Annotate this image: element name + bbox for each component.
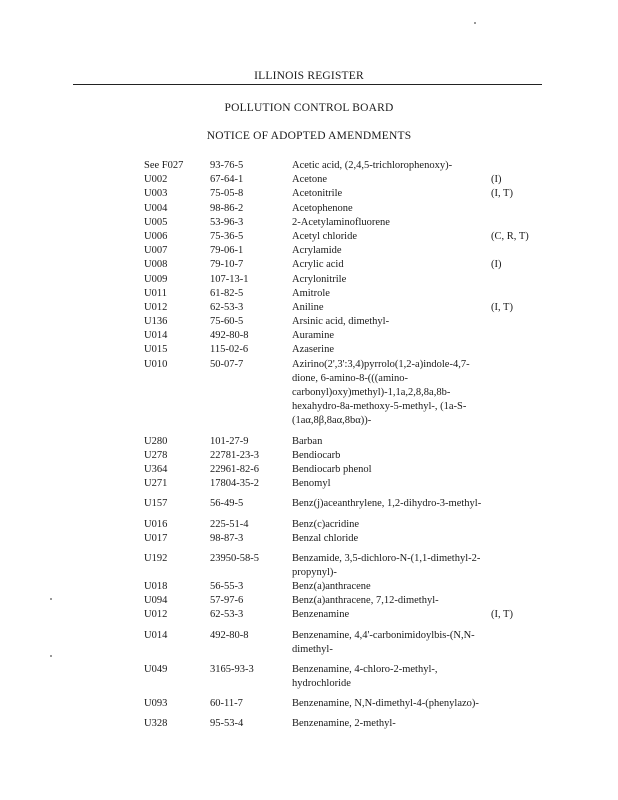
waste-code-cell: U093: [144, 697, 168, 709]
waste-code-cell: See F027: [144, 160, 184, 171]
substance-cell: Barban: [292, 435, 323, 447]
substance-cell: Amitrole: [292, 287, 330, 299]
table-row: [0, 663, 618, 691]
cas-number-cell: 492-80-8: [210, 330, 249, 342]
substance-cell: 2-Acetylaminofluorene: [292, 216, 390, 228]
waste-code-cell: U014: [144, 629, 168, 641]
waste-code-cell: U014: [144, 330, 168, 342]
cas-number-cell: 107-13-1: [210, 273, 249, 285]
waste-code-cell: U192: [144, 552, 168, 564]
board-title: POLLUTION CONTROL BOARD: [224, 102, 394, 114]
substance-cell: Auramine: [292, 330, 334, 342]
waste-code-cell: U008: [144, 259, 168, 271]
cas-number-cell: 17804-35-2: [210, 478, 259, 490]
table-row: [0, 717, 618, 731]
substance-cell: Acetophenone: [292, 202, 353, 214]
scan-speck: [474, 22, 476, 24]
table-row: [0, 358, 618, 429]
substance-cell: Benz(j)aceanthrylene, 1,2-dihydro-3-methyl-: [292, 498, 482, 510]
hazard-code-cell: (I, T): [491, 609, 513, 621]
waste-code-cell: U003: [144, 188, 168, 200]
substance-cell: Acrylic acid: [292, 259, 344, 271]
waste-code-cell: U009: [144, 273, 168, 285]
substance-cell: Bendiocarb phenol: [292, 464, 372, 475]
waste-code-cell: U015: [144, 344, 168, 356]
cas-number-cell: 53-96-3: [210, 216, 244, 228]
cas-number-cell: 67-64-1: [210, 174, 244, 186]
waste-code-cell: U007: [144, 245, 168, 257]
header-rule: [73, 84, 542, 85]
substance-cell: Benz(a)anthracene: [292, 580, 371, 592]
waste-code-cell: U011: [144, 287, 167, 299]
waste-code-cell: U016: [144, 518, 168, 530]
table-row: [0, 329, 618, 343]
cas-number-cell: 56-49-5: [210, 498, 244, 510]
substance-cell: Acetone: [292, 174, 327, 186]
substance-cell: Bendiocarb: [292, 449, 341, 461]
table-row: [0, 244, 618, 258]
cas-number-cell: 95-53-4: [210, 717, 244, 729]
substance-cell: Benzenamine: [292, 609, 350, 621]
substance-cell: Benzenamine, 2-methyl-: [292, 717, 396, 729]
table-row: [0, 552, 618, 580]
substance-cell: Aniline: [292, 301, 324, 313]
waste-code-cell: U364: [144, 464, 168, 475]
substance-cell: Acetonitrile: [292, 188, 343, 200]
table-row: [0, 629, 618, 657]
table-row: [0, 435, 618, 449]
waste-code-cell: U004: [144, 202, 168, 214]
substance-cell: Azirino(2',3':3,4)pyrrolo(1,2-a)indole-4,7-dione, 6-amino-8-(((amino-carbonyl)oxy)methyl)-1,1a,2,8,8a,8b-hexahydro-8a-methoxy-5-methyl-, (1a-S-(1aα,8β,8aα,8bα))-: [292, 358, 470, 427]
cas-number-cell: 75-05-8: [210, 188, 244, 200]
table-row: [0, 449, 618, 463]
hazard-code-cell: (I): [491, 174, 502, 186]
waste-code-cell: U328: [144, 717, 168, 729]
waste-code-cell: U012: [144, 301, 168, 313]
cas-number-cell: 61-82-5: [210, 287, 244, 299]
table-row: [0, 518, 618, 532]
table-row: [0, 608, 618, 622]
substance-cell: Benzenamine, 4,4'-carbonimidoylbis-(N,N-dimethyl-: [292, 629, 475, 655]
substance-cell: Acetyl chloride: [292, 230, 358, 242]
table-row: [0, 532, 618, 546]
table-row: [0, 594, 618, 608]
substance-cell: Benz(a)anthracene, 7,12-dimethyl-: [292, 595, 439, 607]
substance-cell: Benzamide, 3,5-dichloro-N-(1,1-dimethyl-2-propynyl)-: [292, 552, 481, 579]
waste-code-cell: U006: [144, 230, 168, 242]
waste-code-cell: U271: [144, 478, 168, 490]
substance-cell: Azaserine: [292, 344, 334, 356]
cas-number-cell: 62-53-3: [210, 301, 244, 313]
hazard-code-cell: (I, T): [491, 301, 513, 313]
substance-cell: Acrylonitrile: [292, 273, 347, 285]
cas-number-cell: 50-07-7: [210, 358, 244, 370]
cas-number-cell: 56-55-3: [210, 580, 244, 592]
table-row: [0, 477, 618, 491]
table-row: [0, 580, 618, 594]
substance-cell: Benz(c)acridine: [292, 518, 360, 530]
table-row: [0, 202, 618, 216]
cas-number-cell: 93-76-5: [210, 160, 244, 171]
waste-code-table: [0, 159, 618, 731]
cas-number-cell: 492-80-8: [210, 629, 249, 641]
hazard-code-cell: (I, T): [491, 188, 513, 200]
waste-code-cell: U094: [144, 595, 168, 607]
substance-cell: Benzenamine, 4-chloro-2-methyl-, hydrochloride: [292, 663, 438, 689]
waste-code-cell: U002: [144, 174, 168, 186]
cas-number-cell: 3165-93-3: [210, 663, 254, 675]
waste-code-cell: U005: [144, 216, 168, 228]
substance-cell: Benzal chloride: [292, 532, 359, 544]
table-row: [0, 258, 618, 272]
table-row: [0, 216, 618, 230]
hazard-code-cell: (I): [491, 259, 502, 271]
table-row: [0, 301, 618, 315]
cas-number-cell: 62-53-3: [210, 609, 244, 621]
table-row: [0, 159, 618, 173]
register-header: ILLINOIS REGISTER: [254, 70, 364, 82]
cas-number-cell: 23950-58-5: [210, 552, 259, 564]
substance-cell: Benzenamine, N,N-dimethyl-4-(phenylazo)-: [292, 697, 479, 709]
substance-cell: Arsinic acid, dimethyl-: [292, 316, 390, 328]
cas-number-cell: 22961-82-6: [210, 464, 259, 475]
waste-code-cell: U278: [144, 449, 168, 461]
cas-number-cell: 79-10-7: [210, 259, 244, 271]
table-row: [0, 463, 618, 477]
cas-number-cell: 57-97-6: [210, 595, 244, 607]
cas-number-cell: 101-27-9: [210, 435, 249, 447]
cas-number-cell: 79-06-1: [210, 245, 244, 257]
waste-code-cell: U136: [144, 316, 168, 328]
notice-title: NOTICE OF ADOPTED AMENDMENTS: [206, 130, 412, 142]
cas-number-cell: 22781-23-3: [210, 449, 259, 461]
table-row: [0, 273, 618, 287]
table-row: [0, 497, 618, 511]
table-row: [0, 697, 618, 711]
table-row: [0, 187, 618, 201]
waste-code-cell: U157: [144, 498, 168, 510]
cas-number-cell: 75-36-5: [210, 230, 244, 242]
substance-cell: Acrylamide: [292, 245, 342, 257]
waste-code-cell: U012: [144, 609, 168, 621]
substance-cell: Benomyl: [292, 478, 331, 490]
waste-code-cell: U018: [144, 580, 168, 592]
waste-code-cell: U280: [144, 435, 168, 447]
cas-number-cell: 60-11-7: [210, 697, 243, 709]
waste-code-cell: U017: [144, 532, 168, 544]
table-row: [0, 343, 618, 357]
substance-cell: Acetic acid, (2,4,5-trichlorophenoxy)-: [292, 160, 453, 171]
waste-code-cell: U049: [144, 663, 168, 675]
waste-code-cell: U010: [144, 358, 168, 370]
cas-number-cell: 75-60-5: [210, 316, 244, 328]
table-row: [0, 315, 618, 329]
cas-number-cell: 115-02-6: [210, 344, 249, 356]
cas-number-cell: 98-87-3: [210, 532, 244, 544]
cas-number-cell: 98-86-2: [210, 202, 244, 214]
table-row: [0, 287, 618, 301]
hazard-code-cell: (C, R, T): [491, 230, 529, 242]
table-row: [0, 173, 618, 187]
table-row: [0, 230, 618, 244]
cas-number-cell: 225-51-4: [210, 518, 249, 530]
